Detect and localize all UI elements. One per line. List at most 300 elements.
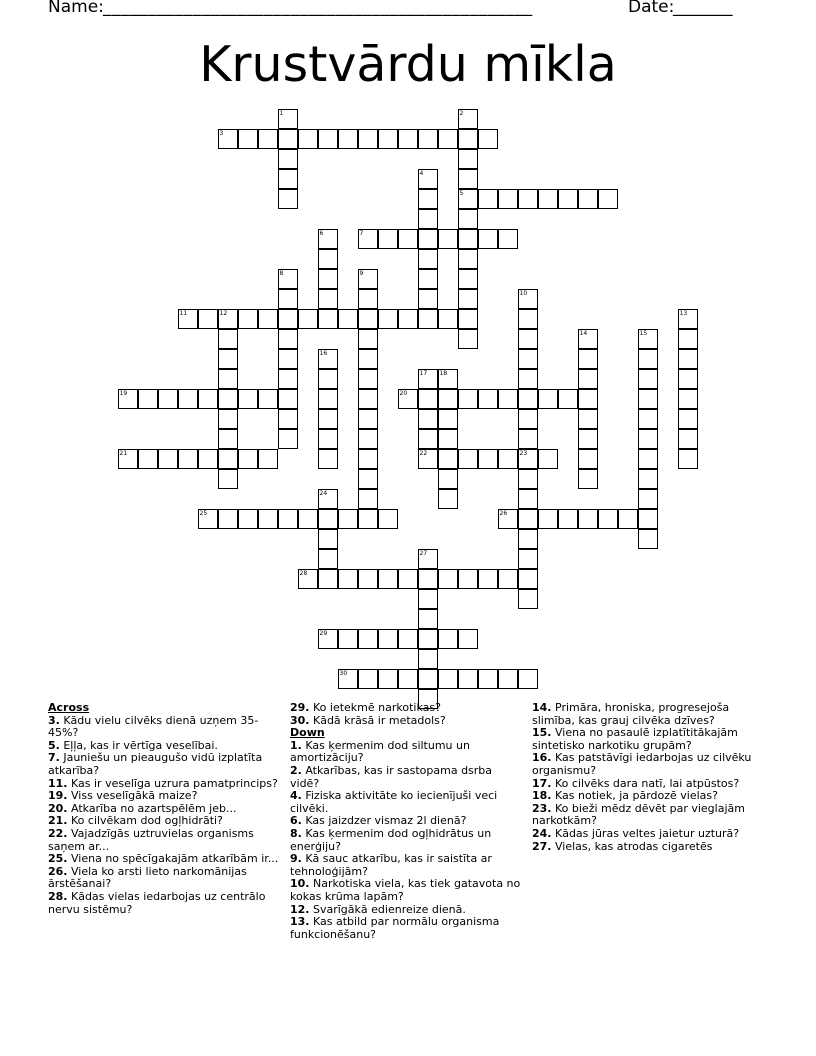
grid-cell[interactable]	[358, 349, 378, 369]
clue-item-text: Ko cilvēks dara natī, lai atpūstos?	[555, 776, 740, 790]
clue-item-number: 27.	[532, 839, 552, 853]
grid-cell[interactable]	[338, 509, 358, 529]
clue-item-text: Narkotiska viela, kas tiek gatavota no kokas krūma lapām?	[290, 877, 521, 903]
grid-cell[interactable]	[238, 129, 258, 149]
clue-item-text: Kādā krāsā ir metadols?	[313, 713, 446, 727]
grid-cell[interactable]	[418, 289, 438, 309]
grid-cell[interactable]	[458, 269, 478, 289]
grid-cell[interactable]	[378, 669, 398, 689]
clue-number: 7	[359, 229, 364, 237]
clue-number: 22	[419, 449, 428, 457]
grid-cell[interactable]	[338, 309, 358, 329]
clue-item	[290, 740, 524, 765]
grid-cell[interactable]	[518, 309, 538, 329]
clue-number: 20	[399, 389, 408, 397]
clue-number: 2	[459, 109, 464, 117]
clue-number: 9	[359, 269, 364, 277]
grid-cell[interactable]	[218, 329, 238, 349]
clue-item-text: Jauniešu un pieaugušo vidū izplatīta atkarība?	[48, 751, 263, 777]
grid-cell[interactable]	[518, 489, 538, 509]
clue-number: 29	[319, 629, 328, 637]
clue-number: 10	[519, 289, 528, 297]
grid-cell[interactable]	[638, 409, 658, 429]
grid-cell[interactable]	[478, 389, 498, 409]
grid-cell[interactable]	[418, 309, 438, 329]
grid-cell[interactable]	[258, 309, 278, 329]
clue-item-text: Viela ko arsti lieto narkomānijas ārstēšanai?	[48, 864, 247, 891]
clue-item-text: Kas atbild par normālu organisma funkcionēšanu?	[290, 915, 500, 941]
grid-cell[interactable]	[358, 569, 378, 589]
grid-cell[interactable]	[218, 369, 238, 389]
grid-cell[interactable]	[378, 229, 398, 249]
grid-cell[interactable]	[478, 669, 498, 689]
grid-cell[interactable]	[478, 189, 498, 209]
grid-cell[interactable]	[278, 309, 298, 329]
grid-cell[interactable]	[398, 569, 418, 589]
grid-cell[interactable]	[638, 509, 658, 529]
grid-cell[interactable]	[338, 569, 358, 589]
grid-cell[interactable]	[378, 509, 398, 529]
grid-cell[interactable]	[198, 449, 218, 469]
clue-item-number: 17.	[532, 776, 552, 790]
grid-cell[interactable]	[378, 569, 398, 589]
grid-cell[interactable]	[518, 589, 538, 609]
grid-cell[interactable]	[458, 229, 478, 249]
grid-cell[interactable]	[478, 129, 498, 149]
clue-item-text: Atkarība no azartspēlēm jeb...	[71, 801, 237, 815]
clue-item-number: 5.	[48, 738, 60, 752]
grid-cell[interactable]	[598, 509, 618, 529]
clue-number: 4	[419, 169, 424, 177]
grid-cell[interactable]	[278, 429, 298, 449]
grid-cell[interactable]	[318, 449, 338, 469]
grid-cell[interactable]	[538, 389, 558, 409]
clue-item-number: 24.	[532, 826, 552, 840]
grid-cell[interactable]	[158, 389, 178, 409]
grid-cell[interactable]	[458, 309, 478, 329]
grid-cell[interactable]	[398, 229, 418, 249]
clue-item-number: 12.	[290, 902, 310, 916]
clue-item-number: 16.	[532, 751, 552, 765]
clue-item	[48, 715, 282, 740]
grid-cell[interactable]	[518, 549, 538, 569]
clue-item-text: Kas ķermenim dod siltumu un amortizāciju?	[290, 738, 470, 765]
clue-item	[290, 790, 524, 815]
clue-item	[290, 878, 524, 903]
grid-cell[interactable]	[278, 369, 298, 389]
grid-cell[interactable]	[638, 449, 658, 469]
grid-cell[interactable]	[498, 229, 518, 249]
grid-cell[interactable]	[278, 149, 298, 169]
clue-item-number: 20.	[48, 801, 68, 815]
clue-item	[290, 828, 524, 853]
grid-cell[interactable]	[538, 189, 558, 209]
clue-item-text: Kādas vielas iedarbojas uz centrālo nervu sistēmu?	[48, 889, 266, 916]
grid-cell[interactable]	[678, 429, 698, 449]
clue-item-text: Kas notiek, ja pārdozē vielas?	[555, 789, 718, 803]
grid-cell[interactable]	[418, 269, 438, 289]
grid-cell[interactable]	[458, 329, 478, 349]
grid-cell[interactable]	[238, 509, 258, 529]
clue-item-text: Kādu vielu cilvēks dienā uzņem 35-45%?	[48, 713, 259, 740]
grid-cell[interactable]	[578, 449, 598, 469]
clue-number: 24	[319, 489, 328, 497]
clue-item	[290, 916, 524, 941]
grid-cell[interactable]	[458, 449, 478, 469]
grid-cell[interactable]	[358, 429, 378, 449]
clue-item	[290, 853, 524, 878]
grid-cell[interactable]	[518, 389, 538, 409]
grid-cell[interactable]	[638, 529, 658, 549]
grid-cell[interactable]	[438, 489, 458, 509]
grid-cell[interactable]	[278, 409, 298, 429]
grid-cell[interactable]	[518, 429, 538, 449]
grid-cell[interactable]	[638, 389, 658, 409]
grid-cell[interactable]	[218, 509, 238, 529]
grid-cell[interactable]	[278, 509, 298, 529]
clue-item-number: 2.	[290, 763, 302, 777]
grid-cell[interactable]	[518, 189, 538, 209]
grid-cell[interactable]	[278, 329, 298, 349]
clue-item-number: 9.	[290, 852, 302, 866]
grid-cell[interactable]	[418, 429, 438, 449]
clue-number: 13	[679, 309, 688, 317]
grid-cell[interactable]	[318, 369, 338, 389]
grid-cell[interactable]	[578, 369, 598, 389]
clue-item-number: 30.	[290, 713, 310, 727]
down-heading: Down	[290, 726, 325, 740]
clue-item-number: 6.	[290, 814, 302, 828]
grid-cell[interactable]	[578, 349, 598, 369]
clue-number: 6	[319, 229, 324, 237]
grid-cell[interactable]	[298, 509, 318, 529]
grid-cell[interactable]	[458, 569, 478, 589]
clue-item	[532, 752, 766, 777]
grid-cell[interactable]	[358, 449, 378, 469]
grid-cell[interactable]	[538, 449, 558, 469]
grid-cell[interactable]	[638, 469, 658, 489]
grid-cell[interactable]	[258, 509, 278, 529]
grid-cell[interactable]	[578, 389, 598, 409]
grid-cell[interactable]	[558, 509, 578, 529]
grid-cell[interactable]	[298, 129, 318, 149]
grid-cell[interactable]	[518, 469, 538, 489]
clue-item-number: 11.	[48, 776, 68, 790]
clue-number: 15	[639, 329, 648, 337]
grid-cell[interactable]	[318, 429, 338, 449]
grid-cell[interactable]	[518, 529, 538, 549]
grid-cell[interactable]	[498, 569, 518, 589]
clue-item-number: 4.	[290, 789, 302, 803]
clue-item-text: Primāra, hroniska, progresejoša slimība, kas grauj cilvēka dzīves?	[532, 701, 730, 727]
clue-item-number: 7.	[48, 751, 60, 765]
clue-item-number: 28.	[48, 889, 68, 903]
grid-cell[interactable]	[578, 409, 598, 429]
grid-cell[interactable]	[458, 209, 478, 229]
grid-cell[interactable]	[438, 429, 458, 449]
clue-number: 5	[459, 189, 464, 197]
grid-cell[interactable]	[218, 449, 238, 469]
grid-cell[interactable]	[418, 229, 438, 249]
grid-cell[interactable]	[518, 509, 538, 529]
grid-cell[interactable]	[198, 389, 218, 409]
clue-item-text: Eļļa, kas ir vērtīga veselībai.	[63, 738, 218, 752]
grid-cell[interactable]	[358, 669, 378, 689]
grid-cell[interactable]	[558, 389, 578, 409]
grid-cell[interactable]	[478, 229, 498, 249]
grid-cell[interactable]	[438, 569, 458, 589]
clue-item	[532, 841, 766, 854]
grid-cell[interactable]	[398, 629, 418, 649]
grid-cell[interactable]	[218, 409, 238, 429]
grid-cell[interactable]	[238, 309, 258, 329]
grid-cell[interactable]	[378, 129, 398, 149]
grid-cell[interactable]	[358, 129, 378, 149]
clue-number: 23	[519, 449, 528, 457]
grid-cell[interactable]	[498, 389, 518, 409]
grid-cell[interactable]	[358, 369, 378, 389]
clue-number: 21	[119, 449, 128, 457]
clue-item-text: Vielas, kas atrodas cigaretēs	[555, 839, 713, 853]
grid-cell[interactable]	[318, 289, 338, 309]
grid-cell[interactable]	[418, 389, 438, 409]
clue-item	[532, 702, 766, 727]
clue-item-text: Svarīgākā edienreize dienā.	[313, 902, 466, 916]
grid-cell[interactable]	[418, 589, 438, 609]
grid-cell[interactable]	[558, 189, 578, 209]
grid-cell[interactable]	[318, 309, 338, 329]
grid-cell[interactable]	[278, 389, 298, 409]
clue-item-number: 14.	[532, 701, 552, 714]
grid-cell[interactable]	[318, 129, 338, 149]
clue-item-number: 10.	[290, 877, 310, 891]
clue-item	[48, 866, 282, 891]
grid-cell[interactable]	[438, 449, 458, 469]
grid-cell[interactable]	[438, 309, 458, 329]
grid-cell[interactable]	[278, 349, 298, 369]
grid-cell[interactable]	[458, 669, 478, 689]
grid-cell[interactable]	[518, 409, 538, 429]
grid-cell[interactable]	[258, 129, 278, 149]
grid-cell[interactable]	[478, 569, 498, 589]
grid-cell[interactable]	[458, 169, 478, 189]
grid-cell[interactable]	[618, 509, 638, 529]
grid-cell[interactable]	[318, 529, 338, 549]
page-title: Krustvārdu mīkla	[199, 36, 617, 93]
grid-cell[interactable]	[678, 369, 698, 389]
grid-cell[interactable]	[458, 129, 478, 149]
clue-column-3	[532, 702, 766, 853]
grid-cell[interactable]	[218, 389, 238, 409]
clue-number: 17	[419, 369, 428, 377]
grid-cell[interactable]	[358, 469, 378, 489]
grid-cell[interactable]	[418, 189, 438, 209]
grid-cell[interactable]	[278, 289, 298, 309]
clue-item	[48, 752, 282, 777]
grid-cell[interactable]	[318, 269, 338, 289]
grid-cell[interactable]	[438, 669, 458, 689]
grid-cell[interactable]	[238, 449, 258, 469]
grid-cell[interactable]	[318, 549, 338, 569]
grid-cell[interactable]	[138, 449, 158, 469]
grid-cell[interactable]	[358, 309, 378, 329]
grid-cell[interactable]	[518, 669, 538, 689]
grid-cell[interactable]	[578, 469, 598, 489]
grid-cell[interactable]	[478, 449, 498, 469]
grid-cell[interactable]	[398, 129, 418, 149]
grid-cell[interactable]	[278, 189, 298, 209]
grid-cell[interactable]	[358, 629, 378, 649]
grid-cell[interactable]	[458, 149, 478, 169]
grid-cell[interactable]	[458, 249, 478, 269]
grid-cell[interactable]	[258, 389, 278, 409]
clue-item-text: Fiziska aktivitāte ko iecienījuši veci cilvēki.	[290, 789, 498, 815]
clue-number: 16	[319, 349, 328, 357]
grid-cell[interactable]	[498, 449, 518, 469]
clue-item	[290, 715, 524, 728]
grid-cell[interactable]	[418, 129, 438, 149]
grid-cell[interactable]	[498, 669, 518, 689]
grid-cell[interactable]	[458, 389, 478, 409]
clue-item-number: 8.	[290, 826, 302, 840]
grid-cell[interactable]	[378, 629, 398, 649]
date-blank[interactable]: _______	[673, 0, 733, 17]
grid-cell[interactable]	[358, 289, 378, 309]
grid-cell[interactable]	[198, 309, 218, 329]
grid-cell[interactable]	[438, 409, 458, 429]
grid-cell[interactable]	[518, 369, 538, 389]
grid-cell[interactable]	[438, 129, 458, 149]
grid-cell[interactable]	[418, 409, 438, 429]
grid-cell[interactable]	[438, 229, 458, 249]
clue-number: 26	[499, 509, 508, 517]
grid-cell[interactable]	[398, 309, 418, 329]
grid-cell[interactable]	[458, 289, 478, 309]
grid-cell[interactable]	[678, 389, 698, 409]
grid-cell[interactable]	[178, 449, 198, 469]
grid-cell[interactable]	[318, 389, 338, 409]
name-label: Name:	[48, 0, 104, 17]
grid-cell[interactable]	[498, 189, 518, 209]
grid-cell[interactable]	[638, 369, 658, 389]
grid-cell[interactable]	[438, 629, 458, 649]
grid-cell[interactable]	[358, 389, 378, 409]
clue-item-text: Kas ir veselīga uzrura pamatprincips?	[71, 776, 278, 790]
clue-column-2	[290, 702, 524, 941]
clue-item-number: 26.	[48, 864, 68, 878]
date-label: Date:	[628, 0, 675, 17]
grid-cell[interactable]	[418, 649, 438, 669]
clue-item-number: 22.	[48, 826, 68, 840]
grid-cell[interactable]	[218, 349, 238, 369]
grid-cell[interactable]	[318, 569, 338, 589]
clue-item-text: Viss veselīgākā maize?	[71, 789, 198, 803]
grid-cell[interactable]	[418, 569, 438, 589]
clue-number: 27	[419, 549, 428, 557]
clue-item	[48, 828, 282, 853]
grid-cell[interactable]	[398, 669, 418, 689]
grid-cell[interactable]	[358, 509, 378, 529]
clue-item-text: Ko ietekmē narkotikas?	[313, 701, 441, 714]
grid-cell[interactable]	[458, 629, 478, 649]
grid-cell[interactable]	[178, 389, 198, 409]
clue-item-text: Kā sauc atkarību, kas ir saistīta ar tehnoloģijām?	[290, 852, 492, 878]
grid-cell[interactable]	[418, 249, 438, 269]
grid-cell[interactable]	[598, 189, 618, 209]
grid-cell[interactable]	[378, 309, 398, 329]
grid-cell[interactable]	[298, 309, 318, 329]
grid-cell[interactable]	[278, 129, 298, 149]
grid-cell[interactable]	[678, 449, 698, 469]
grid-cell[interactable]	[338, 129, 358, 149]
grid-cell[interactable]	[358, 329, 378, 349]
clue-number: 28	[299, 569, 308, 577]
grid-cell[interactable]	[418, 629, 438, 649]
grid-cell[interactable]	[578, 189, 598, 209]
grid-cell[interactable]	[518, 349, 538, 369]
clue-item-number: 21.	[48, 814, 68, 828]
grid-cell[interactable]	[138, 389, 158, 409]
grid-cell[interactable]	[518, 329, 538, 349]
clue-item	[532, 803, 766, 828]
clue-column-1	[48, 702, 282, 916]
grid-cell[interactable]	[678, 329, 698, 349]
clue-item-number: 3.	[48, 713, 60, 727]
grid-cell[interactable]	[318, 509, 338, 529]
grid-cell[interactable]	[578, 429, 598, 449]
grid-cell[interactable]	[318, 409, 338, 429]
grid-cell[interactable]	[238, 389, 258, 409]
grid-cell[interactable]	[438, 389, 458, 409]
clues-section	[48, 702, 788, 1052]
grid-cell[interactable]	[518, 569, 538, 589]
clue-number: 14	[579, 329, 588, 337]
grid-cell[interactable]	[158, 449, 178, 469]
grid-cell[interactable]	[218, 469, 238, 489]
name-blank[interactable]: ________________________________________________	[103, 0, 533, 17]
grid-cell[interactable]	[418, 669, 438, 689]
grid-cell[interactable]	[258, 449, 278, 469]
grid-cell[interactable]	[358, 489, 378, 509]
clue-item	[48, 891, 282, 916]
grid-cell[interactable]	[678, 409, 698, 429]
clue-number: 3	[219, 129, 224, 137]
grid-cell[interactable]	[278, 169, 298, 189]
grid-cell[interactable]	[638, 349, 658, 369]
grid-cell[interactable]	[218, 429, 238, 449]
grid-cell[interactable]	[418, 609, 438, 629]
clue-item-number: 1.	[290, 738, 302, 752]
grid-cell[interactable]	[318, 249, 338, 269]
grid-cell[interactable]	[578, 509, 598, 529]
grid-cell[interactable]	[358, 409, 378, 429]
clue-item-text: Vajadzīgās uztruvielas organisms saņem ar...	[48, 826, 254, 853]
clue-item-number: 23.	[532, 801, 552, 815]
grid-cell[interactable]	[418, 209, 438, 229]
clue-item	[290, 765, 524, 790]
grid-cell[interactable]	[338, 629, 358, 649]
clue-item-text: Ko cilvēkam dod ogļhidrāti?	[71, 814, 223, 828]
clue-number: 12	[219, 309, 228, 317]
grid-cell[interactable]	[638, 429, 658, 449]
grid-cell[interactable]	[678, 349, 698, 369]
clue-number: 8	[279, 269, 284, 277]
grid-cell[interactable]	[538, 509, 558, 529]
clue-item-text: Viena no spēcīgakajām atkarībām ir...	[71, 852, 279, 866]
clue-item-number: 29.	[290, 701, 310, 714]
grid-cell[interactable]	[638, 489, 658, 509]
grid-cell[interactable]	[438, 469, 458, 489]
